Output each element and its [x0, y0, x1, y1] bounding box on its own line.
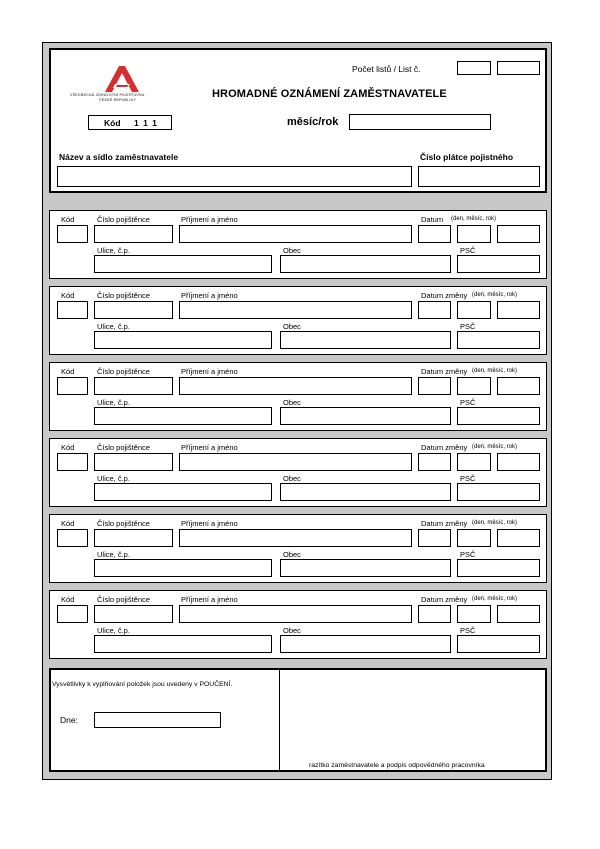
- name-field[interactable]: [179, 225, 412, 243]
- zip-label: PSČ: [460, 322, 476, 331]
- name-field[interactable]: [179, 301, 412, 319]
- date-label: Datum změny: [421, 443, 468, 452]
- date-year-field[interactable]: [497, 453, 540, 471]
- insured-number-field[interactable]: [94, 453, 173, 471]
- street-label: Ulice, č.p.: [97, 322, 130, 331]
- date-label: Datum změny: [421, 291, 468, 300]
- employer-label: Název a sídlo zaměstnavatele: [59, 152, 179, 162]
- code-label: Kód: [61, 215, 75, 224]
- code-label: Kód: [61, 367, 75, 376]
- date-hint: (den, měsíc, rok): [472, 368, 518, 374]
- city-label: Obec: [283, 474, 301, 483]
- zip-label: PSČ: [460, 626, 476, 635]
- code-field[interactable]: [57, 605, 88, 623]
- code-field[interactable]: [57, 529, 88, 547]
- sheets-label: Počet listů / List č.: [352, 64, 421, 74]
- date-month-field[interactable]: [457, 453, 491, 471]
- date-year-field[interactable]: [497, 377, 540, 395]
- name-label: Příjmení a jméno: [181, 443, 238, 452]
- zip-label: PSČ: [460, 474, 476, 483]
- name-label: Příjmení a jméno: [181, 519, 238, 528]
- payer-number-field[interactable]: [418, 166, 540, 187]
- date-label: Dne:: [60, 715, 78, 725]
- insured-number-label: Číslo pojištěnce: [97, 367, 150, 376]
- insured-number-label: Číslo pojištěnce: [97, 595, 150, 604]
- code-field[interactable]: [57, 453, 88, 471]
- vzp-logo: [103, 64, 141, 94]
- month-year-label: měsíc/rok: [287, 116, 339, 128]
- name-field[interactable]: [179, 529, 412, 547]
- signature-label: razítko zaměstnavatele a podpis odpovědného pracovníka: [309, 762, 485, 769]
- date-label: Datum změny: [421, 519, 468, 528]
- code-value: 1 1 1: [134, 118, 158, 128]
- page-title: HROMADNÉ OZNÁMENÍ ZAMĚSTNAVATELE: [212, 88, 447, 100]
- date-hint: (den, měsíc, rok): [472, 596, 518, 602]
- date-month-field[interactable]: [457, 225, 491, 243]
- employer-field[interactable]: [57, 166, 412, 187]
- code-label: Kód: [61, 443, 75, 452]
- insured-number-label: Číslo pojištěnce: [97, 519, 150, 528]
- insured-number-field[interactable]: [94, 377, 173, 395]
- date-day-field[interactable]: [418, 225, 451, 243]
- city-field[interactable]: [280, 255, 451, 273]
- date-month-field[interactable]: [457, 301, 491, 319]
- city-label: Obec: [283, 626, 301, 635]
- date-field[interactable]: [94, 712, 221, 728]
- zip-field[interactable]: [457, 255, 540, 273]
- code-field[interactable]: [57, 301, 88, 319]
- city-label: Obec: [283, 322, 301, 331]
- city-field[interactable]: [280, 635, 451, 653]
- code-field[interactable]: [57, 225, 88, 243]
- date-hint: (den, měsíc, rok): [472, 292, 518, 298]
- city-field[interactable]: [280, 483, 451, 501]
- date-label: Datum změny: [421, 595, 468, 604]
- street-label: Ulice, č.p.: [97, 246, 130, 255]
- street-field[interactable]: [94, 559, 272, 577]
- insured-number-label: Číslo pojištěnce: [97, 291, 150, 300]
- logo-line-2: ČESKÉ REPUBLIKY: [99, 98, 137, 102]
- code-label: Kód: [61, 291, 75, 300]
- date-month-field[interactable]: [457, 605, 491, 623]
- insured-number-field[interactable]: [94, 605, 173, 623]
- zip-field[interactable]: [457, 483, 540, 501]
- city-field[interactable]: [280, 559, 451, 577]
- date-label: Datum: [421, 215, 444, 224]
- name-label: Příjmení a jméno: [181, 595, 238, 604]
- sheets-count-field[interactable]: [457, 61, 491, 75]
- street-label: Ulice, č.p.: [97, 626, 130, 635]
- logo-line-1: VŠEOBECNÁ ZDRAVOTNÍ POJIŠŤOVNA: [70, 93, 145, 97]
- code-box: [88, 115, 172, 130]
- date-year-field[interactable]: [497, 529, 540, 547]
- street-field[interactable]: [94, 407, 272, 425]
- payer-number-label: Číslo plátce pojistného: [420, 152, 514, 162]
- name-field[interactable]: [179, 453, 412, 471]
- date-day-field[interactable]: [418, 453, 451, 471]
- date-year-field[interactable]: [497, 225, 540, 243]
- date-day-field[interactable]: [418, 301, 451, 319]
- insured-number-field[interactable]: [94, 529, 173, 547]
- date-month-field[interactable]: [457, 529, 491, 547]
- street-field[interactable]: [94, 635, 272, 653]
- date-day-field[interactable]: [418, 377, 451, 395]
- zip-label: PSČ: [460, 550, 476, 559]
- insured-number-field[interactable]: [94, 301, 173, 319]
- street-field[interactable]: [94, 331, 272, 349]
- footer-note: Vysvětlivky k vyplňování položek jsou uvedeny v POUČENÍ.: [52, 681, 233, 688]
- sheet-number-field[interactable]: [497, 61, 540, 75]
- city-field[interactable]: [280, 331, 451, 349]
- insured-number-label: Číslo pojištěnce: [97, 215, 150, 224]
- name-field[interactable]: [179, 377, 412, 395]
- code-field[interactable]: [57, 377, 88, 395]
- insured-number-label: Číslo pojištěnce: [97, 443, 150, 452]
- date-hint: (den, měsíc, rok): [472, 444, 518, 450]
- date-day-field[interactable]: [418, 529, 451, 547]
- city-label: Obec: [283, 550, 301, 559]
- street-label: Ulice, č.p.: [97, 398, 130, 407]
- date-hint: (den, měsíc, rok): [472, 520, 518, 526]
- name-label: Příjmení a jméno: [181, 291, 238, 300]
- date-year-field[interactable]: [497, 301, 540, 319]
- signature-area[interactable]: [281, 670, 545, 758]
- name-field[interactable]: [179, 605, 412, 623]
- zip-field[interactable]: [457, 407, 540, 425]
- zip-field[interactable]: [457, 559, 540, 577]
- date-year-field[interactable]: [497, 605, 540, 623]
- zip-label: PSČ: [460, 398, 476, 407]
- street-label: Ulice, č.p.: [97, 474, 130, 483]
- insured-number-field[interactable]: [94, 225, 173, 243]
- date-month-field[interactable]: [457, 377, 491, 395]
- footer-divider: [279, 668, 280, 772]
- zip-field[interactable]: [457, 331, 540, 349]
- code-label: Kód: [61, 595, 75, 604]
- date-hint: (den, měsíc, rok): [451, 216, 497, 222]
- city-field[interactable]: [280, 407, 451, 425]
- vzp-logo-icon: [103, 64, 141, 94]
- date-label: Datum změny: [421, 367, 468, 376]
- street-label: Ulice, č.p.: [97, 550, 130, 559]
- code-label: Kód: [104, 118, 121, 128]
- zip-label: PSČ: [460, 246, 476, 255]
- street-field[interactable]: [94, 255, 272, 273]
- city-label: Obec: [283, 246, 301, 255]
- date-day-field[interactable]: [418, 605, 451, 623]
- zip-field[interactable]: [457, 635, 540, 653]
- street-field[interactable]: [94, 483, 272, 501]
- month-year-field[interactable]: [349, 114, 491, 130]
- name-label: Příjmení a jméno: [181, 215, 238, 224]
- city-label: Obec: [283, 398, 301, 407]
- name-label: Příjmení a jméno: [181, 367, 238, 376]
- code-label: Kód: [61, 519, 75, 528]
